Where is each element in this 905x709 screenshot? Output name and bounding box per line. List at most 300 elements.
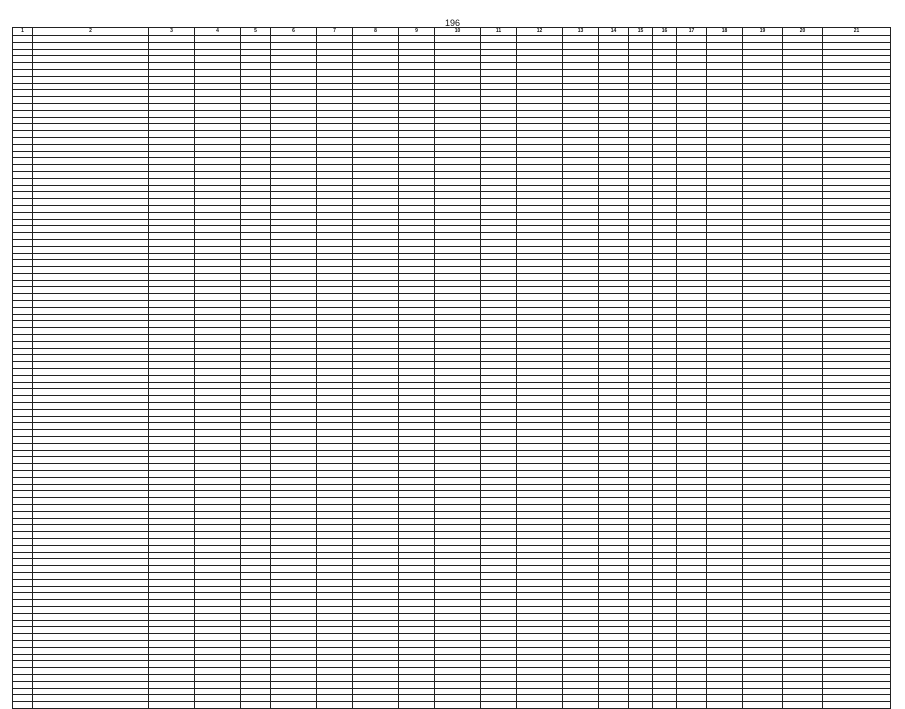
table-cell (399, 76, 435, 83)
table-cell (33, 362, 149, 369)
table-cell (783, 341, 823, 348)
table-cell (195, 144, 241, 151)
table-cell (241, 389, 271, 396)
table-cell (517, 131, 563, 138)
table-row (13, 233, 891, 240)
table-cell (241, 681, 271, 688)
table-cell (353, 606, 399, 613)
column-number-11: 11 (481, 28, 517, 36)
table-cell (629, 491, 653, 498)
table-cell (653, 491, 677, 498)
table-cell (195, 301, 241, 308)
table-cell (13, 695, 33, 702)
table-cell (707, 369, 743, 376)
table-row (13, 443, 891, 450)
table-cell (823, 389, 891, 396)
table-cell (241, 661, 271, 668)
table-cell (195, 131, 241, 138)
table-cell (783, 348, 823, 355)
table-cell (653, 199, 677, 206)
table-cell (823, 260, 891, 267)
table-cell (13, 171, 33, 178)
table-cell (13, 498, 33, 505)
table-cell (629, 178, 653, 185)
table-cell (743, 538, 783, 545)
table-cell (149, 403, 195, 410)
table-row (13, 681, 891, 688)
table-cell (399, 498, 435, 505)
table-cell (195, 36, 241, 43)
table-cell (241, 97, 271, 104)
table-cell (353, 674, 399, 681)
table-cell (563, 654, 599, 661)
table-cell (271, 144, 317, 151)
table-cell (677, 579, 707, 586)
table-cell (241, 307, 271, 314)
table-cell (653, 552, 677, 559)
table-cell (33, 219, 149, 226)
table-cell (195, 260, 241, 267)
table-cell (653, 42, 677, 49)
table-cell (629, 559, 653, 566)
table-cell (517, 42, 563, 49)
table-cell (707, 110, 743, 117)
table-cell (481, 76, 517, 83)
table-cell (707, 654, 743, 661)
table-cell (149, 97, 195, 104)
table-row (13, 301, 891, 308)
table-cell (707, 559, 743, 566)
table-cell (435, 620, 481, 627)
table-cell (241, 382, 271, 389)
table-cell (33, 124, 149, 131)
table-cell (783, 668, 823, 675)
table-cell (783, 416, 823, 423)
table-cell (33, 600, 149, 607)
table-cell (195, 171, 241, 178)
table-cell (271, 69, 317, 76)
table-cell (783, 409, 823, 416)
table-cell (823, 674, 891, 681)
table-cell (271, 226, 317, 233)
table-cell (13, 205, 33, 212)
table-cell (241, 674, 271, 681)
table-cell (629, 90, 653, 97)
table-cell (629, 273, 653, 280)
table-cell (481, 301, 517, 308)
table-cell (563, 640, 599, 647)
table-cell (707, 273, 743, 280)
table-cell (241, 63, 271, 70)
table-cell (783, 280, 823, 287)
table-cell (677, 301, 707, 308)
table-cell (517, 212, 563, 219)
table-cell (599, 559, 629, 566)
table-row (13, 321, 891, 328)
table-cell (13, 341, 33, 348)
table-cell (271, 328, 317, 335)
table-cell (517, 484, 563, 491)
table-cell (317, 702, 353, 709)
table-cell (399, 464, 435, 471)
table-cell (599, 688, 629, 695)
table-cell (317, 674, 353, 681)
table-cell (823, 335, 891, 342)
table-cell (435, 634, 481, 641)
table-row (13, 117, 891, 124)
table-cell (317, 654, 353, 661)
table-cell (517, 504, 563, 511)
table-cell (241, 294, 271, 301)
table-cell (481, 430, 517, 437)
table-cell (195, 579, 241, 586)
table-row (13, 83, 891, 90)
table-cell (599, 668, 629, 675)
table-cell (13, 321, 33, 328)
table-cell (563, 103, 599, 110)
table-cell (629, 42, 653, 49)
table-cell (317, 559, 353, 566)
table-cell (481, 42, 517, 49)
table-cell (743, 151, 783, 158)
table-cell (677, 375, 707, 382)
table-cell (435, 572, 481, 579)
table-cell (677, 613, 707, 620)
table-cell (33, 314, 149, 321)
table-cell (743, 131, 783, 138)
table-cell (743, 36, 783, 43)
table-cell (823, 226, 891, 233)
table-cell (599, 192, 629, 199)
table-cell (629, 504, 653, 511)
table-cell (517, 674, 563, 681)
table-cell (435, 341, 481, 348)
table-cell (563, 137, 599, 144)
table-cell (353, 396, 399, 403)
table-cell (563, 634, 599, 641)
table-cell (599, 654, 629, 661)
table-row (13, 260, 891, 267)
table-cell (399, 56, 435, 63)
table-row (13, 593, 891, 600)
table-cell (677, 552, 707, 559)
table-cell (33, 552, 149, 559)
table-cell (241, 355, 271, 362)
table-cell (195, 212, 241, 219)
table-row (13, 151, 891, 158)
table-cell (195, 382, 241, 389)
table-cell (195, 491, 241, 498)
table-cell (353, 192, 399, 199)
table-cell (271, 498, 317, 505)
table-cell (435, 661, 481, 668)
table-cell (629, 430, 653, 437)
table-cell (399, 409, 435, 416)
table-cell (599, 613, 629, 620)
table-cell (707, 566, 743, 573)
table-cell (317, 83, 353, 90)
table-cell (481, 416, 517, 423)
table-cell (353, 165, 399, 172)
table-cell (195, 49, 241, 56)
table-cell (241, 532, 271, 539)
table-cell (317, 491, 353, 498)
table-cell (317, 76, 353, 83)
table-cell (743, 586, 783, 593)
table-cell (629, 382, 653, 389)
table-cell (241, 423, 271, 430)
table-cell (149, 103, 195, 110)
table-cell (517, 654, 563, 661)
table-cell (517, 117, 563, 124)
table-cell (271, 158, 317, 165)
table-cell (271, 532, 317, 539)
table-cell (435, 491, 481, 498)
table-cell (563, 396, 599, 403)
table-cell (653, 301, 677, 308)
table-cell (435, 165, 481, 172)
table-cell (149, 301, 195, 308)
table-cell (399, 151, 435, 158)
table-cell (13, 267, 33, 274)
table-cell (481, 695, 517, 702)
table-cell (399, 124, 435, 131)
table-cell (677, 165, 707, 172)
table-cell (743, 328, 783, 335)
table-cell (517, 335, 563, 342)
table-cell (783, 430, 823, 437)
table-cell (517, 491, 563, 498)
table-cell (823, 498, 891, 505)
table-cell (33, 566, 149, 573)
table-cell (677, 205, 707, 212)
table-cell (435, 362, 481, 369)
table-cell (353, 239, 399, 246)
table-cell (743, 688, 783, 695)
table-cell (707, 477, 743, 484)
table-cell (33, 205, 149, 212)
table-cell (353, 640, 399, 647)
table-cell (517, 498, 563, 505)
table-cell (629, 76, 653, 83)
table-cell (435, 42, 481, 49)
table-cell (353, 362, 399, 369)
table-cell (13, 403, 33, 410)
table-cell (13, 63, 33, 70)
table-cell (241, 491, 271, 498)
table-cell (399, 199, 435, 206)
table-cell (563, 552, 599, 559)
table-cell (399, 165, 435, 172)
table-cell (353, 389, 399, 396)
table-cell (481, 63, 517, 70)
table-cell (783, 532, 823, 539)
table-cell (435, 477, 481, 484)
table-cell (823, 606, 891, 613)
table-cell (435, 239, 481, 246)
table-cell (823, 511, 891, 518)
table-cell (823, 600, 891, 607)
table-cell (677, 437, 707, 444)
table-cell (353, 124, 399, 131)
table-cell (195, 389, 241, 396)
table-cell (707, 498, 743, 505)
table-cell (33, 199, 149, 206)
table-row (13, 600, 891, 607)
table-cell (271, 171, 317, 178)
table-cell (481, 566, 517, 573)
table-cell (629, 246, 653, 253)
table-cell (677, 511, 707, 518)
table-cell (33, 246, 149, 253)
table-cell (13, 369, 33, 376)
table-cell (783, 647, 823, 654)
table-cell (783, 437, 823, 444)
table-cell (599, 532, 629, 539)
table-cell (743, 532, 783, 539)
table-cell (317, 137, 353, 144)
table-cell (517, 566, 563, 573)
table-cell (435, 688, 481, 695)
table-cell (677, 450, 707, 457)
table-cell (563, 457, 599, 464)
table-cell (517, 307, 563, 314)
table-cell (707, 525, 743, 532)
table-cell (653, 69, 677, 76)
table-cell (629, 328, 653, 335)
table-cell (629, 253, 653, 260)
table-cell (149, 49, 195, 56)
table-cell (353, 552, 399, 559)
table-cell (241, 185, 271, 192)
table-cell (317, 552, 353, 559)
table-cell (33, 382, 149, 389)
table-cell (33, 572, 149, 579)
table-cell (271, 457, 317, 464)
table-cell (435, 375, 481, 382)
table-cell (317, 620, 353, 627)
table-cell (629, 335, 653, 342)
table-cell (13, 151, 33, 158)
table-cell (149, 90, 195, 97)
table-cell (653, 144, 677, 151)
table-cell (481, 341, 517, 348)
table-cell (517, 702, 563, 709)
table-cell (823, 76, 891, 83)
table-cell (629, 185, 653, 192)
table-cell (653, 620, 677, 627)
table-cell (353, 464, 399, 471)
table-cell (399, 171, 435, 178)
table-cell (563, 199, 599, 206)
table-row (13, 566, 891, 573)
table-cell (317, 477, 353, 484)
table-cell (707, 674, 743, 681)
table-cell (435, 471, 481, 478)
table-cell (353, 267, 399, 274)
table-cell (33, 307, 149, 314)
table-cell (599, 233, 629, 240)
table-cell (13, 457, 33, 464)
table-cell (13, 681, 33, 688)
table-cell (783, 403, 823, 410)
table-cell (353, 280, 399, 287)
table-cell (743, 566, 783, 573)
table-cell (271, 661, 317, 668)
table-cell (823, 620, 891, 627)
table-cell (563, 280, 599, 287)
table-cell (481, 131, 517, 138)
table-row (13, 375, 891, 382)
table-cell (399, 369, 435, 376)
table-cell (563, 171, 599, 178)
table-cell (271, 185, 317, 192)
table-cell (743, 192, 783, 199)
table-cell (317, 314, 353, 321)
table-cell (399, 131, 435, 138)
table-row (13, 559, 891, 566)
table-cell (629, 532, 653, 539)
table-cell (13, 586, 33, 593)
table-cell (13, 348, 33, 355)
table-cell (563, 314, 599, 321)
table-cell (33, 606, 149, 613)
table-cell (783, 545, 823, 552)
table-row (13, 362, 891, 369)
table-cell (241, 239, 271, 246)
table-cell (353, 144, 399, 151)
table-cell (195, 586, 241, 593)
table-cell (353, 559, 399, 566)
table-cell (13, 668, 33, 675)
table-cell (707, 56, 743, 63)
table-cell (241, 403, 271, 410)
table-cell (783, 233, 823, 240)
table-cell (195, 124, 241, 131)
table-cell (149, 450, 195, 457)
table-cell (629, 613, 653, 620)
table-cell (33, 158, 149, 165)
table-cell (743, 437, 783, 444)
table-cell (13, 260, 33, 267)
table-cell (149, 144, 195, 151)
table-cell (481, 362, 517, 369)
table-cell (653, 192, 677, 199)
table-cell (399, 620, 435, 627)
table-cell (783, 83, 823, 90)
table-cell (195, 654, 241, 661)
table-cell (677, 593, 707, 600)
table-cell (707, 233, 743, 240)
table-row (13, 538, 891, 545)
table-cell (33, 273, 149, 280)
table-cell (743, 321, 783, 328)
table-cell (195, 423, 241, 430)
table-cell (435, 321, 481, 328)
table-cell (823, 545, 891, 552)
table-cell (317, 579, 353, 586)
table-cell (517, 369, 563, 376)
table-cell (629, 321, 653, 328)
table-cell (241, 511, 271, 518)
table-cell (399, 702, 435, 709)
table-cell (599, 328, 629, 335)
table-cell (435, 613, 481, 620)
table-cell (195, 273, 241, 280)
table-cell (435, 287, 481, 294)
table-cell (677, 640, 707, 647)
table-cell (399, 586, 435, 593)
